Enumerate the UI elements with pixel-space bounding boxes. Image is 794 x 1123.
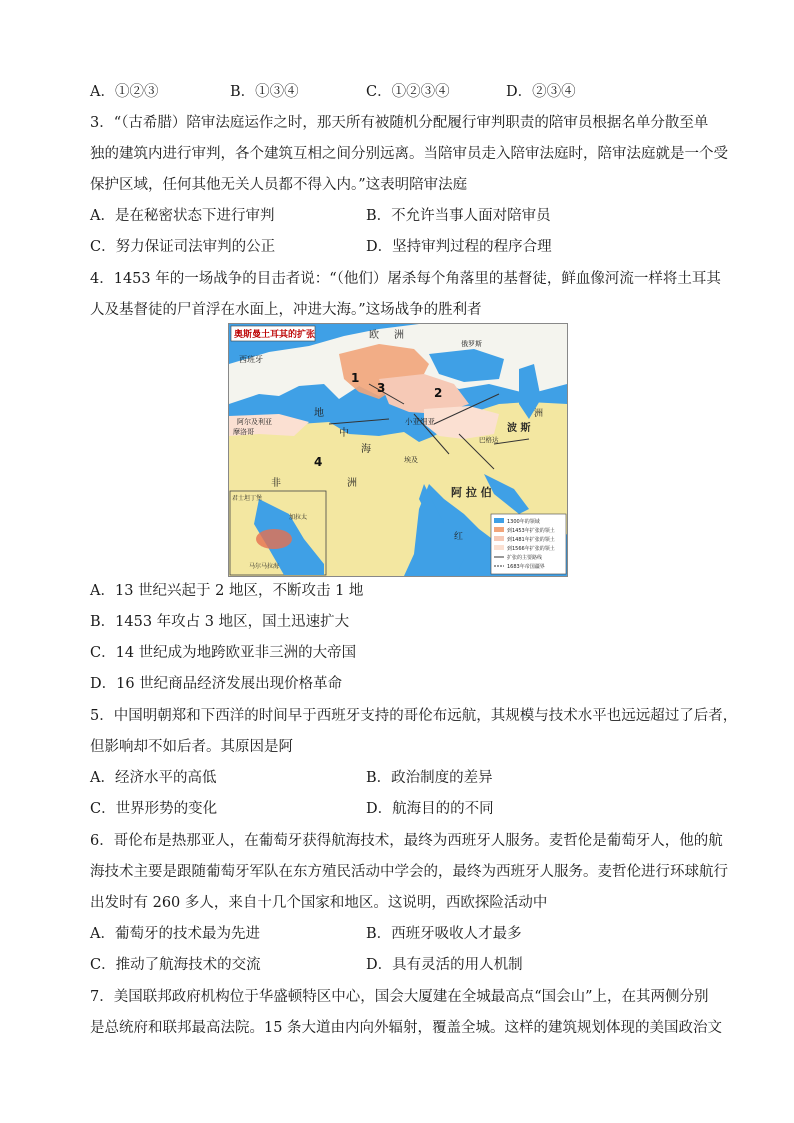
label-mediterranean-1: 地 [314,408,324,419]
q3-stem-line-1: 3．“（古希腊）陪审法庭运作之时，那天所有被随机分配履行审判职责的陪审员根据名单分散至单 [90,115,709,131]
label-mediterranean-3: 海 [361,444,371,455]
inset-label-galata: 加拉太 [289,514,308,521]
q3-option-c[interactable]: C．努力保证司法审判的公正 [90,239,276,255]
region-number-4: 4 [314,455,323,469]
q3-option-a[interactable]: A．是在秘密状态下进行审判 [90,208,275,224]
legend-item-2: 到1453年扩张的领土 [507,528,555,534]
q4-stem-line-2: 人及基督徒的尸首浮在水面上，冲进大海。”这场战争的胜利者 [90,302,482,318]
q3-option-d[interactable]: D．坚持审判过程的程序合理 [366,239,552,255]
inset-label-marmara: 马尔马拉海 [249,563,280,570]
q6-option-a[interactable]: A．葡萄牙的技术最为先进 [90,926,260,942]
label-africa-2: 洲 [347,478,357,489]
label-egypt: 埃及 [404,456,418,464]
legend-item-3: 到1481年扩张的领土 [507,537,555,543]
q5-option-d[interactable]: D．航海目的的不同 [366,801,494,817]
legend-item-1: 1300年的领域 [507,519,540,525]
ottoman-expansion-map [228,323,568,577]
inset-title: 君士坦丁堡 [232,495,263,502]
q6-option-c[interactable]: C．推动了航海技术的交流 [90,957,261,973]
q7-stem-line-1: 7．美国联邦政府机构位于华盛顿特区中心，国会大厦建在全城最高点“国会山”上，在其两侧分别 [90,989,709,1005]
q6-stem-line-3: 出发时有 260 多人，来自十几个国家和地区。这说明，西欧探险活动中 [90,895,548,911]
q6-stem-line-2: 海技术主要是跟随葡萄牙军队在东方殖民活动中学会的，最终为西班牙人服务。麦哲伦进行环球航行 [90,864,728,880]
label-europe-1: 欧 [369,330,379,341]
q7-stem-line-2: 是总统府和联邦最高法院。15 条大道由内向外辐射，覆盖全城。这样的建筑规划体现的美国政治文 [90,1020,723,1036]
label-asia: 洲 [534,409,544,419]
q2-option-d[interactable]: D．②③④ [506,84,576,100]
q5-option-c[interactable]: C．世界形势的变化 [90,801,218,817]
label-algeria: 阿尔及利亚 [237,418,272,426]
label-spain: 西班牙 [239,355,263,364]
label-europe-2: 洲 [394,330,404,341]
q4-option-b[interactable]: B．1453 年攻占 3 地区，国土迅速扩大 [90,614,350,630]
q2-option-b[interactable]: B．①③④ [230,84,299,100]
region-number-1: 1 [351,371,360,385]
q4-stem-line-1: 4．1453 年的一场战争的目击者说：“（他们）屠杀每个角落里的基督徒，鲜血像河流一样将土耳其 [90,271,721,287]
label-russia: 俄罗斯 [461,340,482,348]
q5-option-a[interactable]: A．经济水平的高低 [90,770,217,786]
q4-option-d[interactable]: D．16 世纪商品经济发展出现价格革命 [90,676,343,692]
q6-option-b[interactable]: B．西班牙吸收人才最多 [366,926,522,942]
label-red-sea: 红 [454,532,464,542]
q5-stem-line-1: 5．中国明朝郑和下西洋的时间早于西班牙支持的哥伦布远航，其规模与技术水平也远远超过了后者， [90,708,738,724]
q3-option-b[interactable]: B．不允许当事人面对陪审员 [366,208,551,224]
label-persia: 波 斯 [507,423,531,434]
label-baghdad: 巴格达 [479,436,499,444]
q6-stem-line-1: 6．哥伦布是热那亚人，在葡萄牙获得航海技术，最终为西班牙人服务。麦哲伦是葡萄牙人，他的航 [90,833,723,849]
legend-item-6: 1683年帝国疆界 [507,564,545,570]
label-africa-1: 非 [271,478,281,489]
q5-option-b[interactable]: B．政治制度的差异 [366,770,493,786]
q2-option-a[interactable]: A．①②③ [90,84,159,100]
legend-item-4: 到1566年扩张的领土 [507,546,555,552]
q4-option-a[interactable]: A．13 世纪兴起于 2 地区，不断攻击 1 地 [90,583,364,599]
q2-option-c[interactable]: C．①②③④ [366,84,450,100]
inset-constantinople-area [256,529,292,549]
legend-item-5: 扩张的主要路线 [507,555,543,561]
label-asia-minor: 小亚细亚 [405,417,435,426]
map-title: 奥斯曼土耳其的扩张 [234,330,316,340]
region-number-3: 3 [377,381,386,395]
label-morocco: 摩洛哥 [233,428,254,436]
q4-option-c[interactable]: C．14 世纪成为地跨欧亚非三洲的大帝国 [90,645,357,661]
region-number-2: 2 [434,386,443,400]
label-arabia: 阿 拉 伯 [451,486,492,499]
q6-option-d[interactable]: D．具有灵活的用人机制 [366,957,523,973]
label-mediterranean-2: 中 [339,428,349,439]
q5-stem-line-2: 但影响却不如后者。其原因是阿 [90,739,293,755]
q3-stem-line-2: 独的建筑内进行审判，各个建筑互相之间分别远离。当陪审员走入陪审法庭时，陪审法庭就是一个受 [90,146,728,162]
q3-stem-line-3: 保护区域，任何其他无关人员都不得入内。”这表明陪审法庭 [90,177,468,193]
